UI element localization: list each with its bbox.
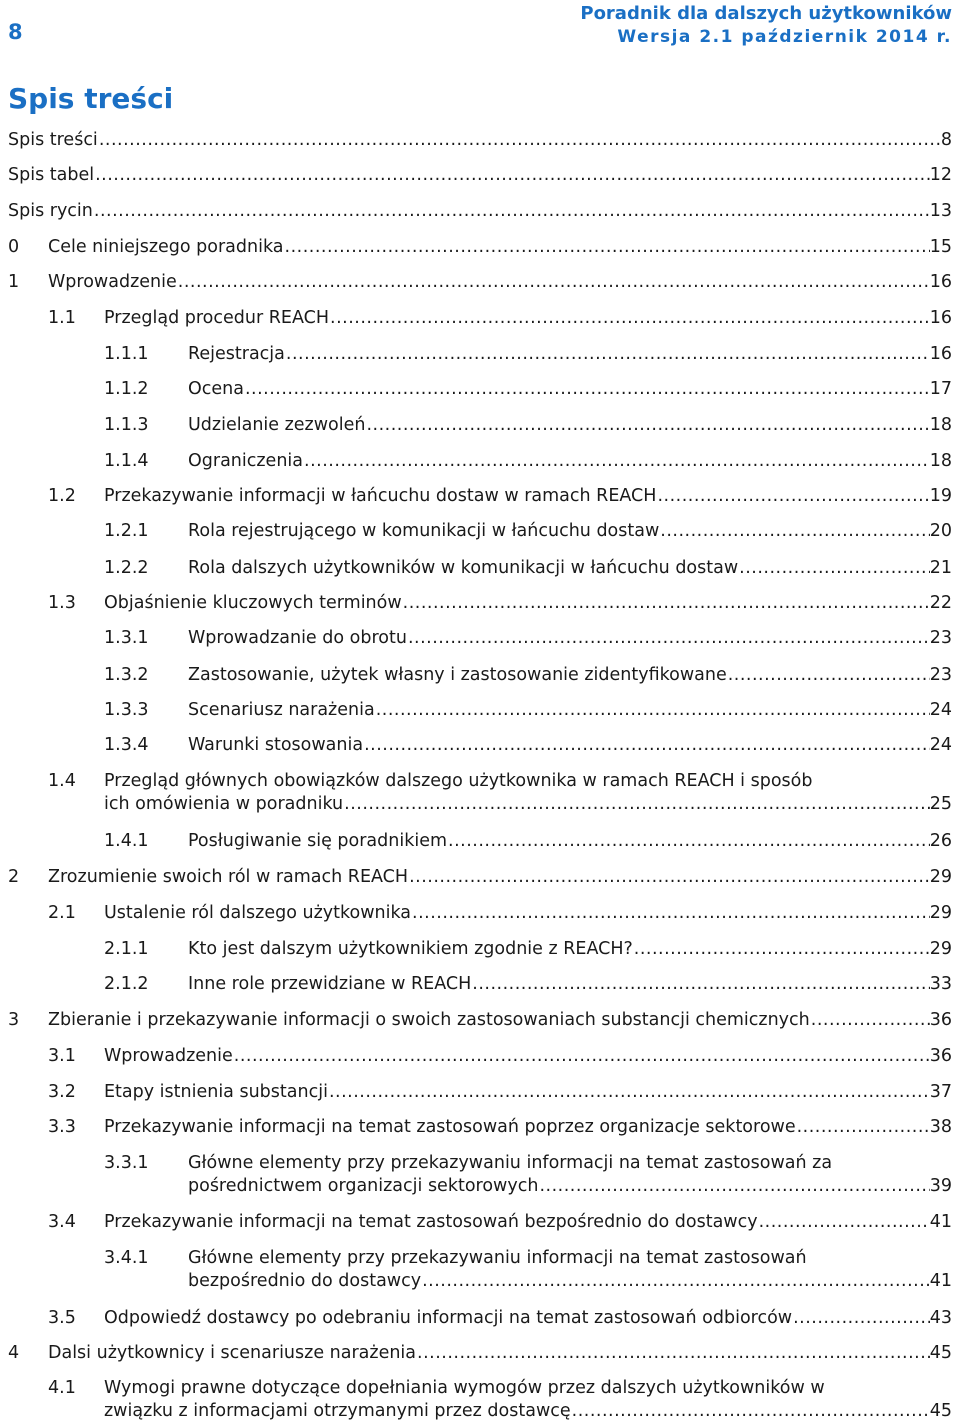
toc-leader-dots xyxy=(329,1081,930,1104)
toc-entry-title: Dalsi użytkownicy i scenariusze narażenia xyxy=(48,1343,417,1363)
toc-leader-dots xyxy=(403,592,930,615)
toc-entry-title: Zbieranie i przekazywanie informacji o swoich zastosowaniach substancji chemicznych xyxy=(48,1010,810,1030)
toc-leader-dots xyxy=(330,307,930,330)
toc-entry-number: 4.1 xyxy=(48,1378,76,1398)
toc-entry-title-line1: Główne elementy przy przekazywaniu informacji na temat zastosowań za xyxy=(188,1153,833,1173)
toc-leader-dots xyxy=(797,1116,930,1139)
toc-entry-title: Zrozumienie swoich ról w ramach REACH xyxy=(48,867,409,887)
toc-entry-title: Scenariusz narażenia xyxy=(188,700,375,720)
toc-entry-page: 41 xyxy=(929,1212,952,1232)
toc-entry-page: 25 xyxy=(929,794,952,814)
toc-entry-number: 1.2.1 xyxy=(104,521,149,541)
toc-entry-page: 23 xyxy=(929,665,952,685)
toc-entry-page: 38 xyxy=(929,1117,952,1137)
toc-entry-page: 45 xyxy=(929,1401,952,1421)
toc-entry-page: 24 xyxy=(929,735,952,755)
toc-entry-number: 1 xyxy=(8,272,20,292)
toc-entry-number: 1.4.1 xyxy=(104,831,149,851)
toc-entry-title: Udzielanie zezwoleń xyxy=(188,415,366,435)
toc-leader-dots xyxy=(364,734,930,757)
toc-entry-page: 36 xyxy=(929,1046,952,1066)
toc-entry-title: pośrednictwem organizacji sektorowych xyxy=(188,1176,539,1196)
toc-leader-dots xyxy=(660,520,929,543)
toc-entry-page: 29 xyxy=(929,867,952,887)
toc-entry-title: Spis treści xyxy=(8,130,98,150)
toc-leader-dots xyxy=(572,1400,930,1423)
toc-entry-page: 12 xyxy=(929,165,952,185)
toc-leader-dots xyxy=(285,236,930,259)
toc-entry-page: 16 xyxy=(929,344,952,364)
toc-leader-dots xyxy=(408,627,930,650)
document-version: Wersja 2.1 październik 2014 r. xyxy=(617,27,952,47)
toc-entry-page: 39 xyxy=(929,1176,952,1196)
toc-entry-number: 3.2 xyxy=(48,1082,76,1102)
toc-entry-number: 3.4.1 xyxy=(104,1248,149,1268)
toc-entry-title: Przekazywanie informacji na temat zastosowań poprzez organizacje sektorowe xyxy=(104,1117,796,1137)
toc-entry-number: 2.1.1 xyxy=(104,939,149,959)
toc-entry-title: Odpowiedź dostawcy po odebraniu informacji na temat zastosowań odbiorców xyxy=(104,1308,793,1328)
toc-entry-number: 4 xyxy=(8,1343,20,1363)
toc-leader-dots xyxy=(304,450,930,473)
toc-entry-title: Spis rycin xyxy=(8,201,93,221)
toc-entry-title-line1: Wymogi prawne dotyczące dopełniania wymogów przez dalszych użytkowników w xyxy=(104,1378,825,1398)
toc-entry-number: 1.4 xyxy=(48,771,76,791)
toc-entry-title: bezpośrednio do dostawcy xyxy=(188,1271,422,1291)
toc-entry-number: 3.3 xyxy=(48,1117,76,1137)
toc-entry-number: 3.3.1 xyxy=(104,1153,149,1173)
toc-entry-page: 26 xyxy=(929,831,952,851)
toc-entry-page: 21 xyxy=(929,558,952,578)
document-header xyxy=(580,3,952,49)
toc-leader-dots xyxy=(376,699,930,722)
toc-leader-dots xyxy=(728,664,930,687)
toc-entry-number: 1.3.2 xyxy=(104,665,149,685)
toc-entry-title-line1: Przegląd głównych obowiązków dalszego użytkownika w ramach REACH i sposób xyxy=(104,771,813,791)
toc-entry-number: 1.2 xyxy=(48,486,76,506)
toc-leader-dots xyxy=(759,1211,930,1234)
toc-leader-dots xyxy=(448,830,930,853)
toc-entry-title: Wprowadzenie xyxy=(48,272,177,292)
toc-entry-page: 16 xyxy=(929,308,952,328)
toc-entry-number: 1.3.4 xyxy=(104,735,149,755)
toc-entry-page: 36 xyxy=(929,1010,952,1030)
toc-entry-number: 3.4 xyxy=(48,1212,76,1232)
toc-leader-dots xyxy=(178,271,930,294)
toc-entry-number: 1.1.4 xyxy=(104,451,149,471)
toc-entry-page: 45 xyxy=(929,1343,952,1363)
toc-entry-title: Ustalenie ról dalszego użytkownika xyxy=(104,903,412,923)
toc-entry-title: Wprowadzanie do obrotu xyxy=(188,628,407,648)
toc-entry-number: 1.1.1 xyxy=(104,344,149,364)
toc-entry-number: 3.5 xyxy=(48,1308,76,1328)
toc-entry-title: związku z informacjami otrzymanymi przez dostawcę xyxy=(104,1401,571,1421)
document-title: Poradnik dla dalszych użytkowników xyxy=(580,3,952,24)
toc-entry-title: Rola dalszych użytkowników w komunikacji w łańcuchu dostaw xyxy=(188,558,739,578)
toc-entry-title-line1: Główne elementy przy przekazywaniu informacji na temat zastosowań xyxy=(188,1248,807,1268)
toc-entry-title: Wprowadzenie xyxy=(104,1046,233,1066)
toc-entry-title: Przekazywanie informacji na temat zastosowań bezpośrednio do dostawcy xyxy=(104,1212,758,1232)
toc-entry-page: 8 xyxy=(940,130,952,150)
toc-entry-number: 1.3.3 xyxy=(104,700,149,720)
toc-entry-number: 1.1 xyxy=(48,308,76,328)
page-number: 8 xyxy=(8,20,23,44)
toc-entry-page: 19 xyxy=(929,486,952,506)
toc-leader-dots xyxy=(793,1307,930,1330)
toc-leader-dots xyxy=(657,485,929,508)
toc-leader-dots xyxy=(417,1342,930,1365)
toc-entry-title: ich omówienia w poradniku xyxy=(104,794,344,814)
toc-entry-page: 18 xyxy=(929,415,952,435)
toc-leader-dots xyxy=(472,973,929,996)
toc-entry-title: Posługiwanie się poradnikiem xyxy=(188,831,448,851)
toc-entry-title: Etapy istnienia substancji xyxy=(104,1082,328,1102)
toc-leader-dots xyxy=(99,129,941,152)
toc-entry-number: 2.1.2 xyxy=(104,974,149,994)
toc-entry-page: 17 xyxy=(929,379,952,399)
toc-entry-title: Zastosowanie, użytek własny i zastosowanie zidentyfikowane xyxy=(188,665,727,685)
toc-entry-number: 1.3 xyxy=(48,593,76,613)
toc-entry-page: 41 xyxy=(929,1271,952,1291)
toc-entry-title: Ograniczenia xyxy=(188,451,304,471)
toc-entry-page: 15 xyxy=(929,237,952,257)
toc-entry-page: 29 xyxy=(929,903,952,923)
toc-entry-title: Przekazywanie informacji w łańcuchu dostaw w ramach REACH xyxy=(104,486,657,506)
toc-leader-dots xyxy=(95,164,930,187)
toc-entry-page: 18 xyxy=(929,451,952,471)
toc-entry-number: 1.1.3 xyxy=(104,415,149,435)
toc-entry-number: 1.3.1 xyxy=(104,628,149,648)
toc-leader-dots xyxy=(94,200,930,223)
toc-entry-page: 23 xyxy=(929,628,952,648)
toc-entry-number: 2.1 xyxy=(48,903,76,923)
toc-entry-number: 0 xyxy=(8,237,20,257)
toc-entry-number: 3 xyxy=(8,1010,20,1030)
toc-entry-title: Warunki stosowania xyxy=(188,735,364,755)
toc-entry-number: 3.1 xyxy=(48,1046,76,1066)
toc-leader-dots xyxy=(245,378,930,401)
toc-entry-number: 2 xyxy=(8,867,20,887)
toc-heading: Spis treści xyxy=(8,82,174,115)
toc-entry-title: Cele niniejszego poradnika xyxy=(48,237,284,257)
toc-leader-dots xyxy=(286,343,930,366)
toc-leader-dots xyxy=(739,557,930,580)
toc-entry-page: 16 xyxy=(929,272,952,292)
toc-entry-title: Rejestracja xyxy=(188,344,285,364)
toc-entry-page: 43 xyxy=(929,1308,952,1328)
toc-entry-page: 33 xyxy=(929,974,952,994)
toc-entry-title: Inne role przewidziane w REACH xyxy=(188,974,472,994)
toc-entry-page: 20 xyxy=(929,521,952,541)
toc-entry-page: 37 xyxy=(929,1082,952,1102)
toc-entry-number: 1.1.2 xyxy=(104,379,149,399)
toc-leader-dots xyxy=(539,1175,929,1198)
toc-leader-dots xyxy=(409,866,930,889)
toc-leader-dots xyxy=(344,793,930,816)
toc-entry-title: Ocena xyxy=(188,379,244,399)
toc-entry-title: Rola rejestrującego w komunikacji w łańcuchu dostaw xyxy=(188,521,660,541)
toc-entry-title: Spis tabel xyxy=(8,165,95,185)
toc-leader-dots xyxy=(811,1009,930,1032)
toc-entry-page: 22 xyxy=(929,593,952,613)
toc-leader-dots xyxy=(234,1045,930,1068)
toc-entry-title: Objaśnienie kluczowych terminów xyxy=(104,593,402,613)
toc-entry-title: Kto jest dalszym użytkownikiem zgodnie z REACH? xyxy=(188,939,633,959)
toc-leader-dots xyxy=(366,414,929,437)
toc-leader-dots xyxy=(634,938,930,961)
toc-entry-title: Przegląd procedur REACH xyxy=(104,308,329,328)
toc-entry-page: 13 xyxy=(929,201,952,221)
toc-leader-dots xyxy=(422,1270,930,1293)
toc-entry-page: 24 xyxy=(929,700,952,720)
toc-leader-dots xyxy=(412,902,930,925)
toc-entry-page: 29 xyxy=(929,939,952,959)
toc-entry-number: 1.2.2 xyxy=(104,558,149,578)
